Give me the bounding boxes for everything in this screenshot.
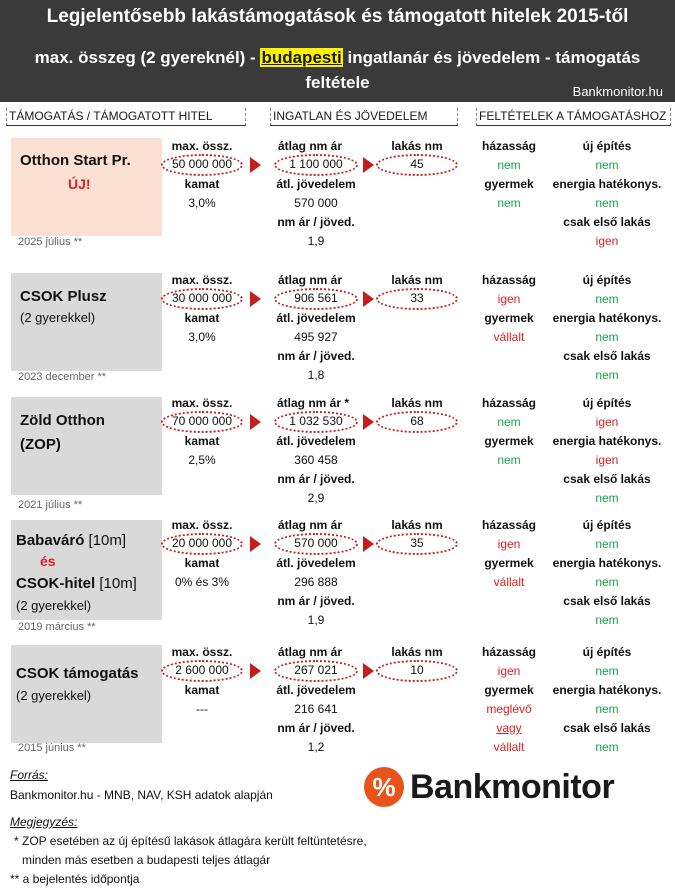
marriage-label: házasság — [481, 645, 537, 659]
energy-value: nem — [595, 702, 619, 716]
energy-label: energia hatékonys. — [552, 177, 662, 191]
new-build-label: új építés — [582, 518, 632, 532]
arrow-icon — [250, 536, 261, 552]
max-amount-label: max. össz. — [171, 139, 233, 153]
flat-size-value: 45 — [410, 157, 424, 171]
children-label: gyermek — [484, 311, 534, 325]
flat-size-label: lakás nm — [391, 273, 443, 287]
marriage-label: házasság — [481, 396, 537, 410]
first-home-label: csak első lakás — [563, 215, 651, 229]
arrow-icon — [363, 291, 374, 307]
subtitle-line2: feltétele — [305, 73, 370, 92]
marriage-label: házasság — [481, 139, 537, 153]
new-build-label: új építés — [582, 645, 632, 659]
avg-income-label: átl. jövedelem — [276, 311, 356, 325]
page-title: Legjelentősebb lakástámogatások és támogatott hitelek 2015-től — [46, 6, 629, 27]
notes-label: Megjegyzés: — [10, 815, 78, 829]
first-home-label: csak első lakás — [563, 594, 651, 608]
avg-income-label: átl. jövedelem — [276, 683, 356, 697]
avg-price-value: 267 021 — [294, 663, 338, 677]
column-header-support: TÁMOGATÁS / TÁMOGATOTT HITEL — [6, 108, 246, 126]
avg-price-label: átlag nm ár — [277, 518, 343, 532]
children-value: nem — [497, 453, 521, 467]
avg-income-label: átl. jövedelem — [276, 434, 356, 448]
children-value: vállalt — [493, 330, 525, 344]
avg-income-value: 495 927 — [294, 330, 338, 344]
program-name: Zöld Otthon — [20, 412, 105, 429]
max-amount-value: 50 000 000 — [171, 157, 233, 171]
children-label: gyermek — [484, 683, 534, 697]
ratio-value: 2,9 — [307, 491, 325, 505]
children-label: gyermek — [484, 556, 534, 570]
avg-income-value: 360 458 — [294, 453, 338, 467]
energy-label: energia hatékonys. — [552, 683, 662, 697]
max-amount-label: max. össz. — [171, 645, 233, 659]
new-build-label: új építés — [582, 273, 632, 287]
avg-income-value: 216 641 — [294, 702, 338, 716]
flat-size-label: lakás nm — [391, 396, 443, 410]
flat-size-value: 10 — [410, 663, 424, 677]
flat-size-value: 33 — [410, 291, 424, 305]
interest-label: kamat — [184, 434, 220, 448]
bankmonitor-logo — [364, 765, 654, 811]
ratio-value: 1,9 — [307, 613, 325, 627]
program-date: 2021 július ** — [18, 499, 83, 511]
header-brand: Bankmonitor.hu — [572, 84, 663, 99]
interest-value: --- — [196, 702, 208, 716]
program-subtitle: (2 gyerekkel) — [16, 688, 92, 703]
flat-size-label: lakás nm — [391, 139, 443, 153]
avg-income-label: átl. jövedelem — [276, 177, 356, 191]
interest-value: 3,0% — [188, 330, 216, 344]
children-label: gyermek — [484, 434, 534, 448]
children-label: gyermek — [484, 177, 534, 191]
program-date: 2019 március ** — [18, 621, 96, 633]
interest-value: 3,0% — [188, 196, 216, 210]
new-build-label: új építés — [582, 396, 632, 410]
flat-size-value: 35 — [410, 536, 424, 550]
avg-income-value: 570 000 — [294, 196, 338, 210]
avg-income-label: átl. jövedelem — [276, 556, 356, 570]
ratio-label: nm ár / jöved. — [277, 721, 355, 735]
arrow-icon — [250, 663, 261, 679]
energy-label: energia hatékonys. — [552, 311, 662, 325]
marriage-label: házasság — [481, 518, 537, 532]
children-value-or: vagy — [496, 721, 522, 735]
max-amount-value: 70 000 000 — [171, 414, 233, 428]
max-amount-label: max. össz. — [171, 396, 233, 410]
program-name: Otthon Start Pr. — [20, 152, 131, 169]
first-home-value: nem — [595, 613, 619, 627]
max-amount-label: max. össz. — [171, 518, 233, 532]
energy-value: igen — [595, 453, 619, 467]
energy-value: nem — [595, 575, 619, 589]
first-home-label: csak első lakás — [563, 721, 651, 735]
program-date: 2023 december ** — [18, 371, 107, 383]
interest-value: 2,5% — [188, 453, 216, 467]
energy-value: nem — [595, 196, 619, 210]
header-banner — [0, 0, 675, 102]
program-subtitle: (2 gyerekkel) — [16, 598, 92, 613]
marriage-value: nem — [497, 158, 521, 172]
note-3: ** a bejelentés időpontja — [10, 872, 140, 886]
ratio-label: nm ár / jöved. — [277, 594, 355, 608]
new-build-label: új építés — [582, 139, 632, 153]
avg-price-label: átlag nm ár — [277, 139, 343, 153]
subtitle-post: ingatlanár és jövedelem - támogatás — [347, 48, 641, 67]
first-home-value: nem — [595, 491, 619, 505]
subtitle-pre: max. összeg (2 gyereknél) - — [34, 48, 256, 67]
note-2: minden más esetben a budapesti teljes átlagár — [22, 853, 271, 867]
interest-label: kamat — [184, 683, 220, 697]
energy-label: energia hatékonys. — [552, 434, 662, 448]
max-amount-label: max. össz. — [171, 273, 233, 287]
marriage-label: házasság — [481, 273, 537, 287]
marriage-value: nem — [497, 415, 521, 429]
program-name: CSOK Plusz — [20, 288, 107, 305]
arrow-icon — [250, 414, 261, 430]
first-home-value: nem — [595, 368, 619, 382]
ratio-label: nm ár / jöved. — [277, 215, 355, 229]
program-name-tail: [10m] — [84, 532, 127, 549]
arrow-icon — [363, 536, 374, 552]
interest-label: kamat — [184, 311, 220, 325]
ratio-value: 1,9 — [307, 234, 325, 248]
ratio-label: nm ár / jöved. — [277, 349, 355, 363]
program-name: CSOK támogatás — [16, 665, 139, 682]
new-build-value: nem — [595, 537, 619, 551]
children-value: vállalt — [493, 575, 525, 589]
avg-price-value: 570 000 — [294, 536, 338, 550]
note-1: * ZOP esetében az új építésű lakások átlagára került feltüntetésre, — [14, 834, 367, 848]
ratio-value: 1,2 — [307, 740, 325, 754]
first-home-label: csak első lakás — [563, 349, 651, 363]
program-new-badge: ÚJ! — [68, 176, 91, 192]
flat-size-label: lakás nm — [391, 518, 443, 532]
energy-value: nem — [595, 330, 619, 344]
energy-label: energia hatékonys. — [552, 556, 662, 570]
program-name-connector: és — [40, 553, 56, 569]
ratio-value: 1,8 — [307, 368, 325, 382]
source-text: Bankmonitor.hu - MNB, NAV, KSH adatok alapján — [10, 788, 273, 802]
new-build-value: nem — [595, 158, 619, 172]
arrow-icon — [363, 663, 374, 679]
first-home-value: nem — [595, 740, 619, 754]
interest-label: kamat — [184, 556, 220, 570]
subtitle-highlight: budapesti — [261, 48, 342, 67]
program-name-line2 — [16, 575, 137, 592]
column-header-conditions: FELTÉTELEK A TÁMOGATÁSHOZ — [476, 108, 671, 126]
children-value: nem — [497, 196, 521, 210]
program-date: 2015 június ** — [18, 742, 86, 754]
program-name2-main: CSOK-hitel — [16, 575, 96, 592]
ratio-label: nm ár / jöved. — [277, 472, 355, 486]
children-value-existing: meglévő — [486, 702, 532, 716]
max-amount-value: 30 000 000 — [171, 291, 233, 305]
program-name-line2: (ZOP) — [20, 436, 61, 453]
max-amount-value: 20 000 000 — [171, 536, 233, 550]
new-build-value: nem — [595, 664, 619, 678]
first-home-label: csak első lakás — [563, 472, 651, 486]
avg-price-label: átlag nm ár — [277, 273, 343, 287]
avg-price-value: 1 032 530 — [289, 414, 343, 428]
avg-price-label: átlag nm ár * — [276, 396, 350, 410]
marriage-value: igen — [497, 537, 521, 551]
arrow-icon — [250, 157, 261, 173]
source-label: Forrás: — [10, 768, 49, 782]
avg-income-value: 296 888 — [294, 575, 338, 589]
interest-value: 0% és 3% — [174, 575, 230, 589]
arrow-icon — [363, 157, 374, 173]
program-date: 2025 július ** — [18, 236, 83, 248]
logo-wordmark: Bankmonitor — [410, 768, 615, 806]
program-name — [16, 532, 126, 549]
new-build-value: nem — [595, 292, 619, 306]
avg-price-value: 906 561 — [294, 291, 338, 305]
column-header-property-income: INGATLAN ÉS JÖVEDELEM — [270, 108, 458, 126]
marriage-value: igen — [497, 292, 521, 306]
program-name-main: Babaváró — [16, 532, 85, 549]
children-value-planned: vállalt — [493, 740, 525, 754]
max-amount-value: 2 600 000 — [175, 663, 229, 677]
marriage-value: igen — [497, 664, 521, 678]
arrow-icon — [363, 414, 374, 430]
avg-price-label: átlag nm ár — [277, 645, 343, 659]
program-subtitle: (2 gyerekkel) — [20, 310, 96, 325]
first-home-value: igen — [595, 234, 619, 248]
percent-icon: % — [364, 767, 404, 807]
flat-size-value: 68 — [410, 414, 424, 428]
program-name2-tail: [10m] — [95, 575, 137, 592]
flat-size-label: lakás nm — [391, 645, 443, 659]
arrow-icon — [250, 291, 261, 307]
avg-price-value: 1 100 000 — [289, 157, 343, 171]
interest-label: kamat — [184, 177, 220, 191]
new-build-value: igen — [595, 415, 619, 429]
